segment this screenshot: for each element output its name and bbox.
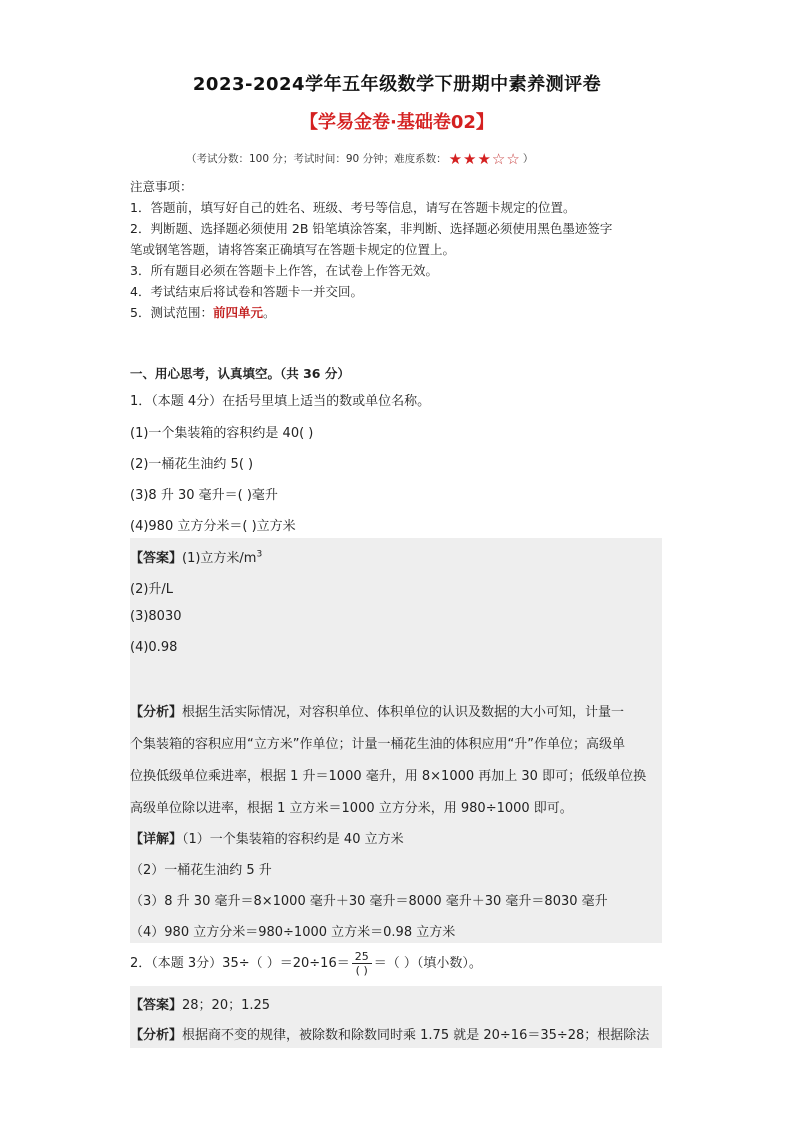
analysis-text: 根据商不变的规律，被除数和除数同时乘 1.75 就是 20÷16＝35÷28；根据除法: [182, 1028, 650, 1043]
analysis-line: [130, 1024, 649, 1043]
section-title: 一、用心思考，认真填空。（共 36 分）: [130, 366, 350, 381]
analysis-line: [130, 701, 624, 720]
exam-title: 2023-2024学年五年级数学下册期中素养测评卷: [192, 74, 602, 95]
answer-line: (4)0.98: [130, 640, 178, 655]
note-item: 3．所有题目必须在答题卡上作答，在试卷上作答无效。: [130, 263, 438, 278]
fraction-denominator: ( ): [355, 964, 368, 977]
exam-info-end: ）: [522, 153, 534, 165]
scope-value: 前四单元: [212, 305, 263, 320]
star-empty-icon: ☆☆: [491, 150, 521, 168]
difficulty-stars-icon: [449, 150, 521, 168]
note-item: 1．答题前，填写好自己的姓名、班级、考号等信息，请写在答题卡规定的位置。: [130, 200, 576, 215]
scope-label: 5．测试范围：: [130, 305, 213, 320]
note-item: 4．考试结束后将试卷和答题卡一并交回。: [130, 284, 363, 299]
question-1-stem: 1．（本题 4分）在括号里填上适当的数或单位名称。: [130, 394, 431, 409]
note-scope: [130, 303, 276, 321]
question-1-part: (1)一个集装箱的容积约是 40( ): [130, 426, 314, 441]
question-1-part: (3)8 升 30 毫升＝( )毫升: [130, 488, 278, 503]
exam-subtitle: 【学易金卷·基础卷02】: [300, 112, 494, 133]
exam-info: [186, 150, 533, 168]
fraction: [352, 950, 372, 977]
analysis-line: 个集装箱的容积应用“立方米”作单位；计量一桶花生油的体积应用“升”作单位；高级单: [130, 737, 625, 752]
exam-info-text: （考试分数：100 分；考试时间：90 分钟；难度系数：: [186, 153, 447, 165]
answer-sup: 3: [256, 549, 263, 560]
detail-text: （1）一个集装箱的容积约是 40 立方米: [182, 832, 404, 847]
answer-line: (3)8030: [130, 609, 182, 624]
detail-line: （3）8 升 30 毫升＝8×1000 毫升＋30 毫升＝8000 毫升＋30 毫升＝8030 毫升: [130, 894, 608, 909]
answer-line: [130, 994, 270, 1013]
note-item: 笔或钢笔答题，请将答案正确填写在答题卡规定的位置上。: [130, 242, 456, 257]
analysis-label: 【分析】: [130, 705, 183, 720]
question-2-stem: [130, 950, 482, 977]
detail-line: （2）一桶花生油约 5 升: [130, 863, 272, 878]
question-2-stem-b: ＝（ ）（填小数）。: [373, 956, 482, 971]
notes-heading: 注意事项：: [130, 179, 193, 194]
detail-label: 【详解】: [130, 832, 183, 847]
scope-end: 。: [262, 305, 276, 320]
answer-label: 【答案】: [130, 998, 183, 1013]
fraction-numerator: 25: [352, 950, 372, 964]
analysis-line: 位换低级单位乘进率，根据 1 升＝1000 毫升，用 8×1000 再加上 30 即可；低级单位换: [130, 769, 647, 784]
analysis-label: 【分析】: [130, 1028, 183, 1043]
star-full-icon: ★★★: [448, 150, 492, 168]
analysis-line: 高级单位除以进率，根据 1 立方米＝1000 立方分米，用 980÷1000 即可。: [130, 801, 573, 816]
question-1-part: (4)980 立方分米＝( )立方米: [130, 519, 296, 534]
detail-line: [130, 828, 404, 847]
question-1-part: (2)一桶花生油约 5( ): [130, 457, 254, 472]
answer-line: [130, 547, 262, 566]
answer-label: 【答案】: [130, 551, 183, 566]
question-2-stem-a: 2．（本题 3分）35÷（ ）＝20÷16＝: [130, 956, 350, 971]
answer-text: 28；20；1.25: [182, 998, 271, 1013]
analysis-text: 根据生活实际情况，对容积单位、体积单位的认识及数据的大小可知，计量一: [182, 705, 625, 720]
detail-line: （4）980 立方分米＝980÷1000 立方米＝0.98 立方米: [130, 925, 456, 940]
answer-line: (2)升/L: [130, 582, 174, 597]
note-item: 2．判断题、选择题必须使用 2B 铅笔填涂答案，非判断、选择题必须使用黑色墨迹签字: [130, 221, 613, 236]
answer-text: (1)立方米/m: [182, 551, 257, 566]
